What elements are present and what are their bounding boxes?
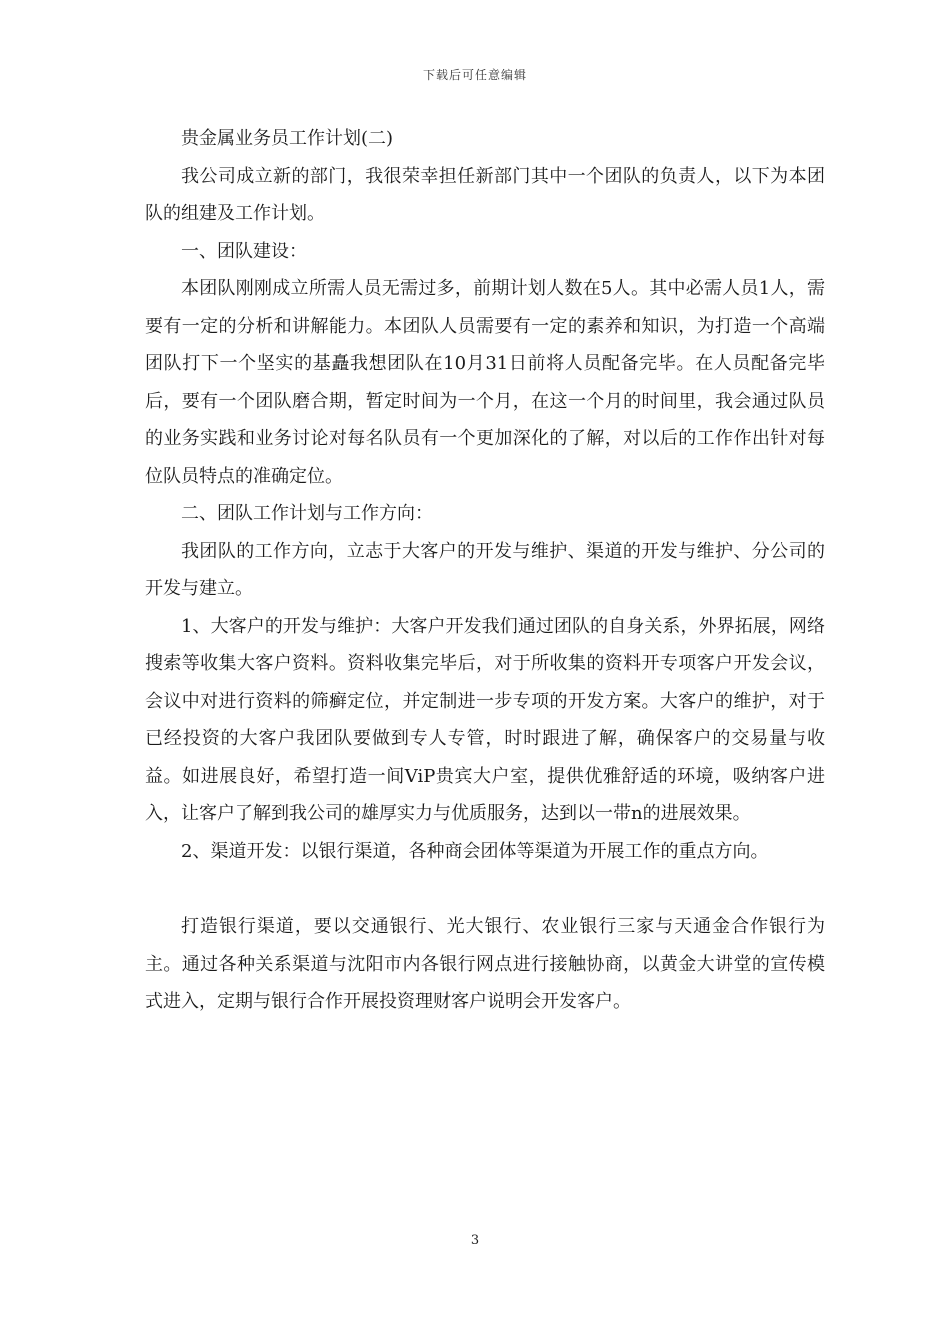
paragraph-spacer — [145, 870, 825, 908]
paragraph-work-direction: 我团队的工作方向，立志于大客户的开发与维护、渠道的开发与维护、分公司的开发与建立。 — [145, 540, 825, 599]
paragraph-intro: 我公司成立新的部门，我很荣幸担任新部门其中一个团队的负责人，以下为本团队的组建及工作计划。 — [145, 165, 825, 224]
section-heading-team-building: 一、团队建设： — [181, 240, 307, 262]
section-heading-work-plan: 二、团队工作计划与工作方向： — [181, 503, 433, 524]
header-note: 下载后可任意编辑 — [422, 68, 527, 82]
document-title: 贵金属业务员工作计划(二) — [181, 128, 394, 149]
document-body — [145, 120, 825, 1021]
paragraph-bank-channels: 打造银行渠道，要以交通银行、光大银行、农业银行三家与天通金合作银行为主。通过各种关系渠道与沈阳市内各银行网点进行接触协商，以黄金大讲堂的宣传模式进入，定期与银行合作开展投资理财客户说明会开发客户。 — [145, 916, 825, 1012]
page-number: 3 — [470, 1233, 480, 1248]
paragraph-channel-development: 2、渠道开发：以银行渠道，各种商会团体等渠道为开展工作的重点方向。 — [181, 840, 769, 862]
paragraph-major-clients: 1、大客户的开发与维护：大客户开发我们通过团队的自身关系，外界拓展，网络搜索等收集大客户资料。资料收集完毕后，对于所收集的资料开专项客户开发会议，会议中对进行资料的筛癣定位，并定制进一步专项的开发方案。大客户的维护，对于已经投资的大客户我团队要做到专人专管，时时跟进了解，确保客户的交易量与收益。如进展良好，希望打造一间ViP贵宾大户室，提供优雅舒适的环境，吸纳客户进入，让客户了解到我公司的雄厚实力与优质服务，达到以一带n的进展效果。 — [145, 615, 825, 824]
paragraph-team-building: 本团队刚刚成立所需人员无需过多，前期计划人数在5人。其中必需人员1人，需要有一定的分析和讲解能力。本团队人员需要有一定的素养和知识，为打造一个高端团队打下一个坚实的基矗我想团队在10月31日前将人员配备完毕。在人员配备完毕后，要有一个团队磨合期，暂定时间为一个月，在这一个月的时间里，我会通过队员的业务实践和业务讨论对每名队员有一个更加深化的了解，对以后的工作作出针对每位队员特点的准确定位。 — [145, 278, 825, 487]
